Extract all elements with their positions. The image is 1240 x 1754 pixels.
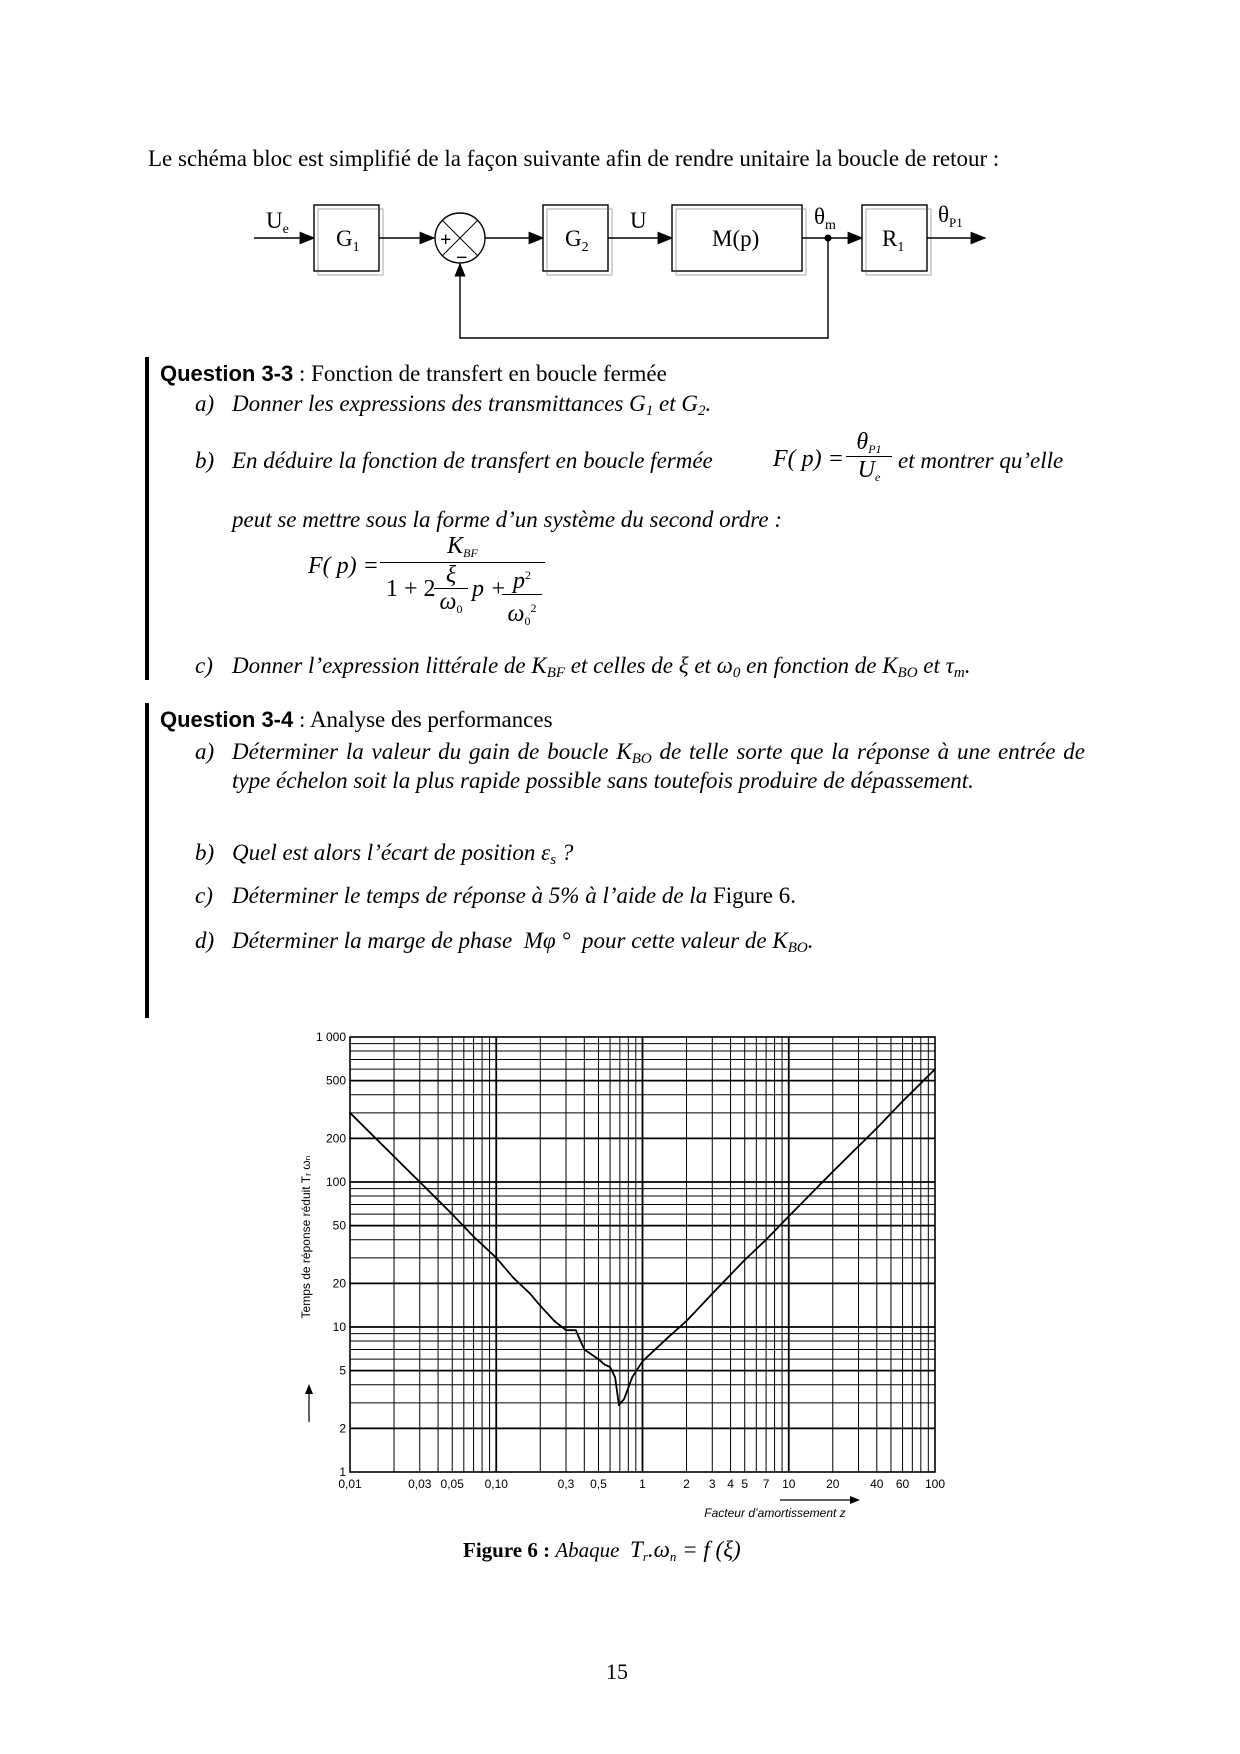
data-point <box>349 1112 351 1114</box>
data-point <box>876 1127 878 1129</box>
x-axis-arrowhead <box>850 1496 860 1504</box>
y-tick-label: 5 <box>339 1363 346 1378</box>
x-tick-label: 4 <box>727 1477 734 1491</box>
x-tick-label: 20 <box>826 1477 840 1491</box>
x-tick-label: 2 <box>683 1477 690 1491</box>
page-number: 15 <box>606 1659 628 1684</box>
intro-text: Le schéma bloc est simplifié de la façon suivante afin de rendre unitaire la boucle de retour : <box>148 146 1000 171</box>
q33-subtitle: : Fonction de transfert en boucle fermée <box>293 361 667 386</box>
x-tick-label: 0,05 <box>440 1477 464 1491</box>
x-tick-label: 10 <box>782 1477 796 1491</box>
data-point <box>575 1329 577 1331</box>
data-point <box>618 1404 620 1406</box>
theta-m-label: $\theta_m$ <box>814 204 836 233</box>
data-point <box>473 1236 475 1238</box>
g2-label: $G_2$ <box>565 226 589 255</box>
data-point <box>667 1336 669 1338</box>
data-point <box>451 1213 453 1215</box>
x-tick-label: 0,3 <box>557 1477 575 1491</box>
data-point <box>788 1215 790 1217</box>
q34-header <box>160 707 553 733</box>
data-point <box>529 1293 531 1295</box>
tf-lhs: F( p) = <box>773 446 844 472</box>
data-point <box>512 1276 514 1278</box>
data-point <box>604 1364 606 1366</box>
data-point <box>686 1320 688 1322</box>
q33-item-c: c) Donner l’expression littérale de $K_{BF}$ et celles de ξ et $\omega_0$ en fonction de $K_{BO}$ et $\tau_m$. <box>195 653 971 681</box>
sum-minus: − <box>456 247 468 269</box>
x-tick-label: 0,10 <box>484 1477 508 1491</box>
data-point <box>554 1320 556 1322</box>
x-tick-label: 1 <box>639 1477 646 1491</box>
x-tick-label: 60 <box>895 1477 910 1491</box>
data-point <box>609 1366 611 1368</box>
data-point <box>631 1376 633 1378</box>
r1-label: $R_1$ <box>882 226 905 255</box>
x-axis-label: Facteur d’amortissement z <box>704 1506 846 1520</box>
y-tick-label: 100 <box>325 1175 346 1189</box>
q34-item-d: d) Déterminer la marge de phase Mφ ° pour cette valeur de $K_{BO}$. <box>195 928 814 956</box>
g1-label: $G_1$ <box>336 226 360 255</box>
q34-item-b: b) Quel est alors l’écart de position $\varepsilon_s$ ? <box>195 840 574 868</box>
u-label: U <box>630 208 647 233</box>
figure-caption: Figure 6 : Abaque $T_r.\omega_n = f$ (ξ) <box>463 1537 741 1564</box>
sum-plus: + <box>440 229 452 251</box>
y-tick-label: 50 <box>332 1218 346 1233</box>
data-point <box>832 1171 834 1173</box>
data-point <box>744 1259 746 1261</box>
q34-subtitle: : Analyse des performances <box>293 707 553 732</box>
y-tick-label: 1 <box>339 1465 346 1479</box>
data-point <box>583 1349 585 1351</box>
q33-header <box>160 361 667 387</box>
data-point <box>765 1239 767 1241</box>
output-label: $\theta_{P1}$ <box>938 202 963 230</box>
y-tick-label: 500 <box>325 1073 346 1088</box>
data-point <box>495 1257 497 1259</box>
data-point <box>934 1068 936 1070</box>
y-tick-label: 10 <box>332 1320 346 1334</box>
data-point <box>539 1305 541 1307</box>
y-tick-label: 200 <box>325 1131 346 1146</box>
q33-b-text2: peut se mettre sous la forme d’un système du second ordre : <box>232 507 782 532</box>
x-tick-label: 100 <box>924 1477 946 1491</box>
y-tick-label: 2 <box>339 1421 346 1436</box>
block-diagram <box>250 198 990 348</box>
x-tick-label: 0,5 <box>590 1477 607 1491</box>
data-point <box>419 1181 421 1183</box>
q33-b-end: et montrer qu’elle <box>898 448 1064 473</box>
q33-item-b: b) En déduire la fonction de transfert en boucle fermée <box>195 448 713 473</box>
data-point <box>598 1358 600 1360</box>
x-tick-label: 0,03 <box>408 1477 432 1491</box>
m-label: M(p) <box>712 226 760 251</box>
x-tick-label: 5 <box>741 1477 749 1491</box>
q33-bar <box>145 357 149 680</box>
q33-title: Question 3-3 <box>160 361 294 386</box>
second-order-formula: $K_{BF}$ 1 + 2 ξ $\omega_0$ p + $p^2$ $\omega_0^2$ <box>380 532 545 628</box>
input-label: $U_e$ <box>266 208 289 237</box>
data-point <box>642 1360 644 1362</box>
q34-item-c: c) Déterminer le temps de réponse à 5% à l’aide de la Figure 6. <box>195 883 797 908</box>
q33-item-a: a) Donner les expressions des transmittances $G_1$ et $G_2$. <box>195 391 712 419</box>
y-axis-label: Temps de réponse réduit Tᵣ ωₙ <box>299 1155 313 1319</box>
x-tick-label: 7 <box>762 1477 770 1491</box>
x-tick-label: 3 <box>708 1477 716 1491</box>
y-axis-arrowhead <box>305 1384 313 1394</box>
figure-6-reference: Figure 6. <box>712 883 797 908</box>
tf-fraction: $\theta_{P1}$ $U_e$ <box>846 429 892 484</box>
data-point <box>614 1376 616 1378</box>
data-point <box>902 1100 904 1102</box>
q34-bar <box>145 703 149 1018</box>
formula-lhs: F( p) = <box>308 553 379 579</box>
x-tick-label: 40 <box>870 1477 884 1491</box>
q34-title: Question 3-4 <box>160 707 294 732</box>
data-point <box>711 1293 713 1295</box>
data-point <box>393 1156 395 1158</box>
data-point <box>623 1398 625 1400</box>
y-tick-label: 20 <box>332 1276 346 1291</box>
y-tick-label: 1 000 <box>315 1030 346 1044</box>
data-point <box>565 1329 567 1331</box>
abaque-chart <box>295 1022 965 1522</box>
q34-item-a: a) Déterminer la valeur du gain de boucle $K_{BO}$ de telle sorte que la réponse à une entrée de type échelon soit la plus rapide possible sans toutefois produire de dépassement. <box>195 739 1086 793</box>
x-tick-label: 0,01 <box>338 1477 362 1491</box>
